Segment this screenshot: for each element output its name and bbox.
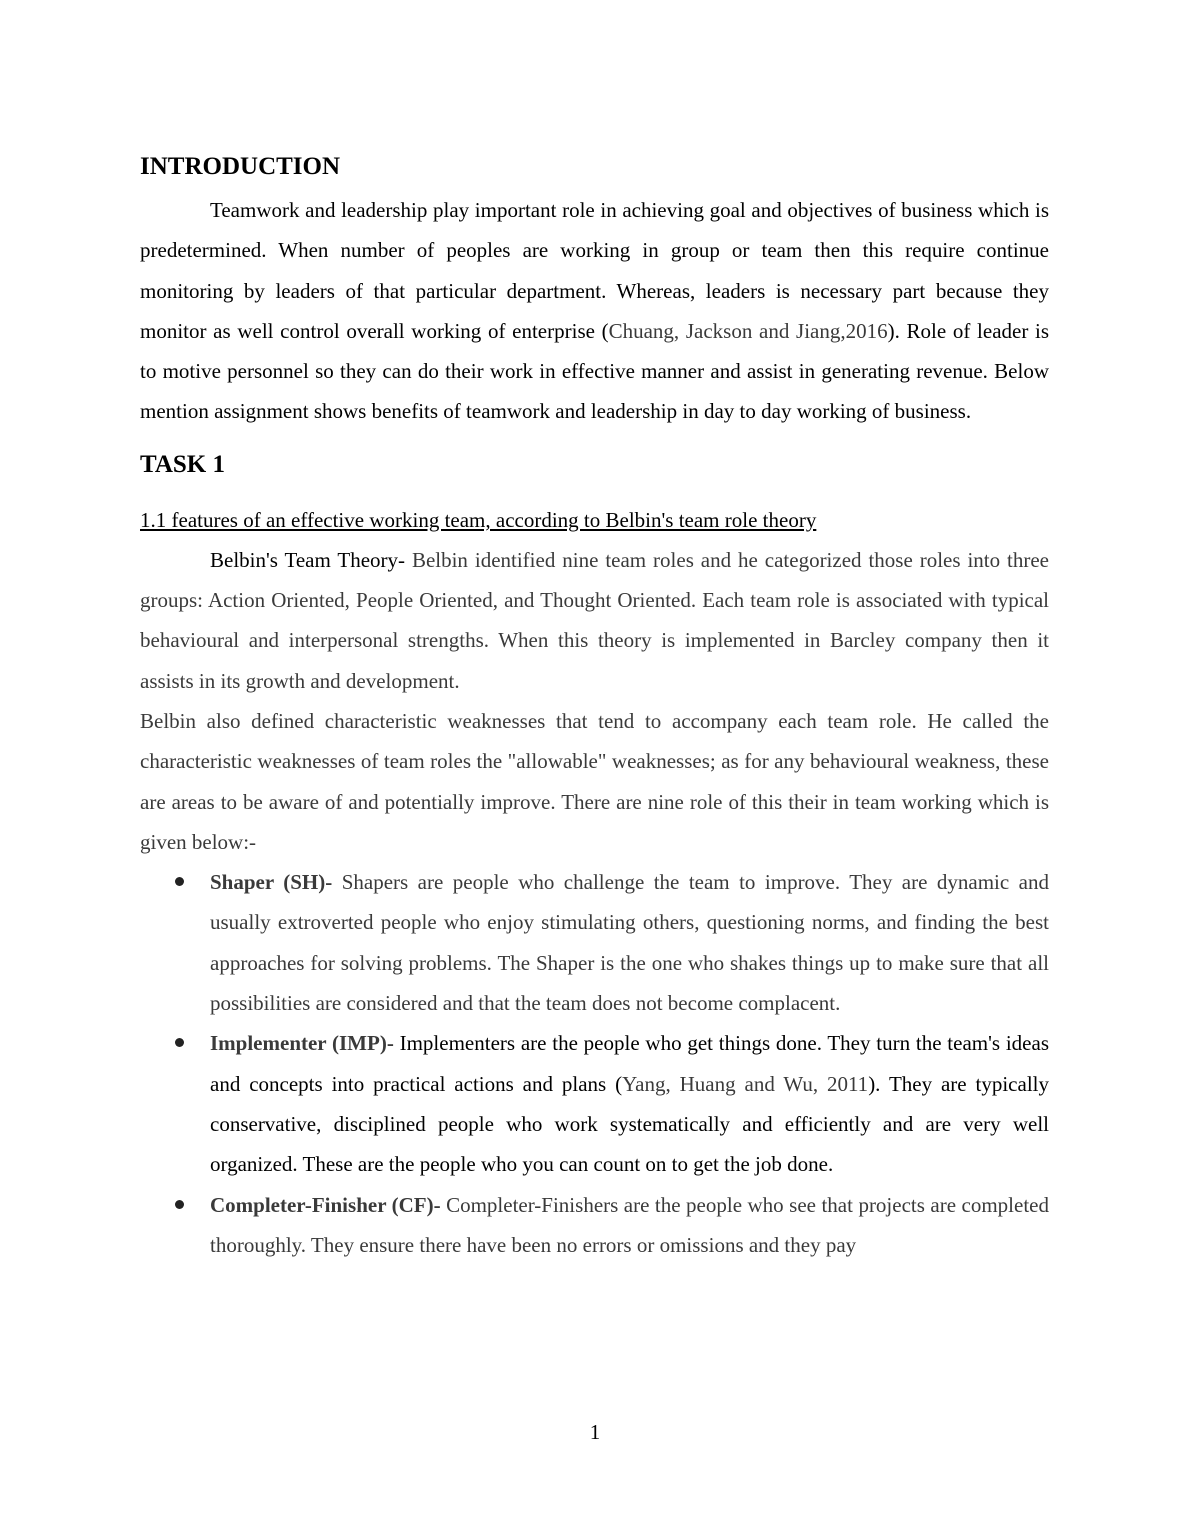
- theory-paragraph: [140, 540, 1049, 701]
- task1-subheading: 1.1 features of an effective working team, according to Belbin's team role theory: [140, 507, 817, 532]
- role-description-part1: Implementers are the people who get things done. They turn the team's ideas and concepts into practical actions and plans (: [210, 1031, 1049, 1096]
- role-citation: Yang, Huang and Wu, 2011: [622, 1071, 869, 1096]
- introduction-heading: INTRODUCTION: [140, 153, 341, 180]
- role-shaper-text: [210, 862, 1049, 1023]
- intro-text-part2: ). Role of leader is to motive personnel so they can do their work in effective manner and assist in generating revenue. Below mention assignment shows benefits of teamwork and leadership in day to day working of business.: [140, 318, 1050, 424]
- page-content: [140, 150, 1049, 1265]
- role-description-part2: ). They are typically conservative, disciplined people who work systematically and efficiently and are very well organized. These are the people who you can count on to get the job done.: [210, 1071, 1049, 1177]
- theory-label: Belbin's Team Theory-: [210, 547, 412, 572]
- team-roles-list: [140, 862, 1049, 1265]
- role-completer-text: [210, 1185, 1049, 1266]
- role-description: Completer-Finishers are the people who see that projects are completed thoroughly. They ensure there have been no errors or omissions and they pay: [210, 1192, 1049, 1257]
- bullet-icon: [175, 1038, 184, 1047]
- role-term: Shaper (SH)-: [210, 870, 342, 895]
- list-item-implementer: [140, 1023, 1049, 1184]
- role-description: Shapers are people who challenge the team to improve. They are dynamic and usually extroverted people who enjoy stimulating others, questioning norms, and finding the best approaches for solving problems. The Shaper is the one who shakes things up to make sure that all possibilities are considered and that the team does not become complacent.: [210, 870, 1049, 1016]
- page-number: 1: [589, 1420, 601, 1444]
- role-term: Implementer (IMP)-: [210, 1031, 400, 1056]
- bullet-icon: [175, 877, 184, 886]
- introduction-paragraph: [140, 190, 1049, 432]
- role-implementer-text: [210, 1023, 1049, 1184]
- weakness-paragraph: Belbin also defined characteristic weaknesses that tend to accompany each team role. He called the characteristic weaknesses of team roles the "allowable" weaknesses; as for any behavioural weakness, these are areas to be aware of and potentially improve. There are nine role of this their in team working which is given below:-: [140, 708, 1049, 854]
- theory-text: Belbin identified nine team roles and he categorized those roles into three groups: Action Oriented, People Oriented, and Thought Oriented. Each team role is associated with typical behavioural and interpersonal strengths. When this theory is implemented in Barcley company then it assists in its growth and development.: [140, 547, 1050, 693]
- list-item-completer-finisher: [140, 1185, 1049, 1266]
- role-term: Completer-Finisher (CF)-: [210, 1192, 447, 1217]
- intro-citation: Chuang, Jackson and Jiang,2016: [608, 318, 888, 343]
- bullet-icon: [175, 1200, 184, 1209]
- list-item-shaper: [140, 862, 1049, 1023]
- task1-heading: TASK 1: [140, 450, 225, 478]
- intro-text-part1: Teamwork and leadership play important role in achieving goal and objectives of business which is predetermined. When number of peoples are working in group or team then this require continue monitoring by leaders of that particular department. Whereas, leaders is necessary part because they monitor as well control overall working of enterprise (: [140, 198, 1049, 343]
